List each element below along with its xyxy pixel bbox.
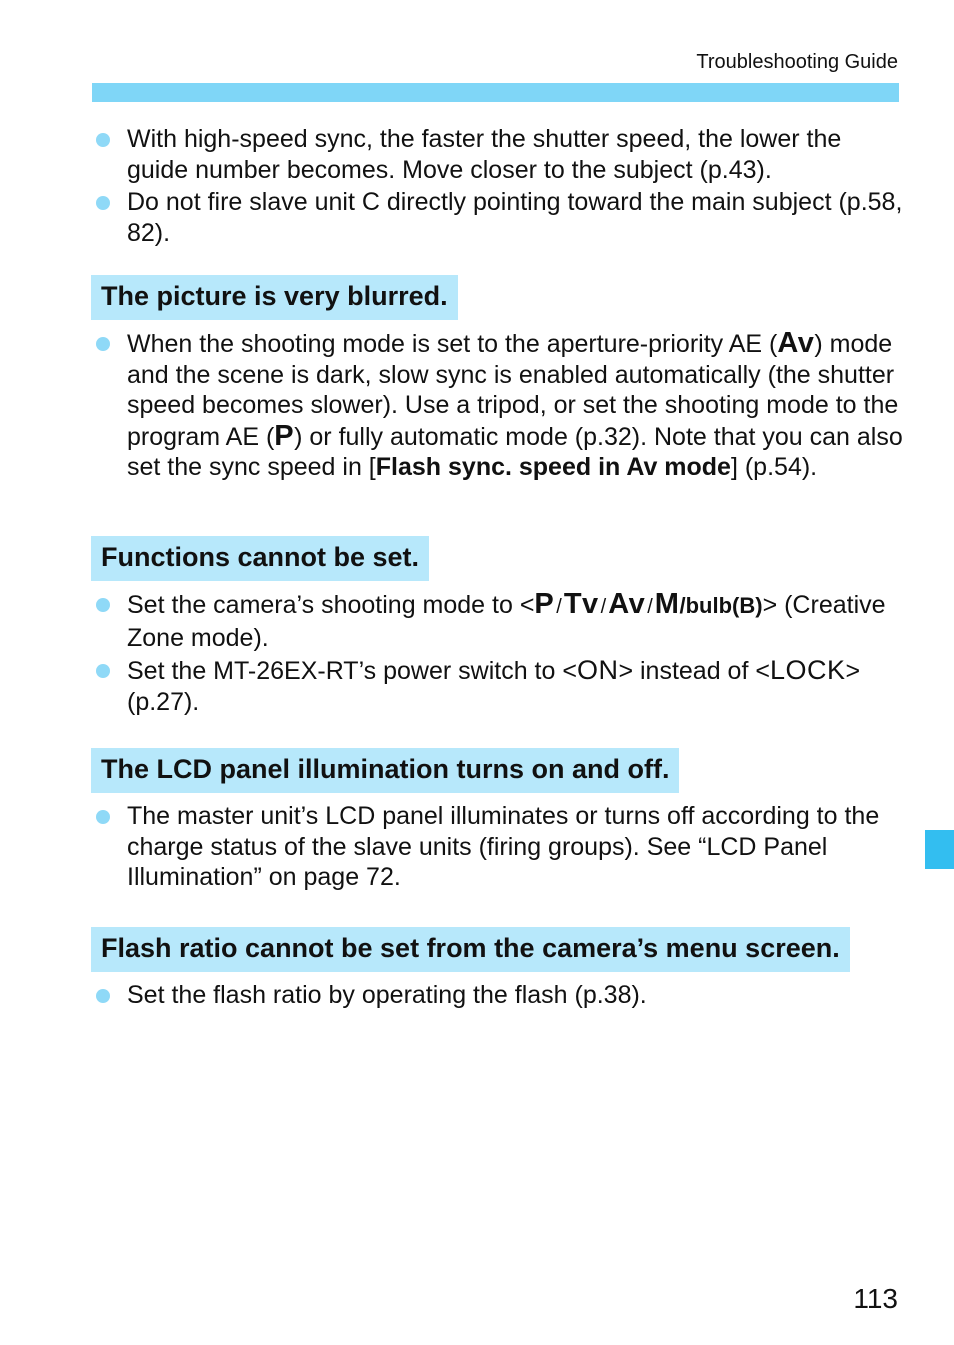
list-item — [92, 980, 904, 1011]
list-item — [92, 801, 904, 893]
list-item — [92, 655, 904, 717]
functions-list — [92, 589, 904, 719]
menu-item-reference: Flash sync. speed in Av mode — [375, 453, 731, 481]
item-text: With high-speed sync, the faster the shutter speed, the lower the guide number becomes. Move closer to the subject (p.43). — [127, 125, 842, 184]
bullet-dot-icon — [96, 810, 110, 824]
text-run: ) mode and the scene is dark, slow sync is enabled automatically (the shutter speed becomes slower). Use a tripod, or set the shooting mode to the program AE ( — [127, 330, 899, 451]
intro-list — [92, 124, 904, 250]
separator: / — [647, 596, 653, 618]
item-text: Do not fire slave unit C directly pointing toward the main subject (p.58, 82). — [127, 188, 903, 247]
text-run: Set the MT-26EX-RT’s power switch to < — [127, 657, 577, 685]
text-run: ] (p.54). — [730, 453, 818, 481]
list-item — [92, 124, 904, 185]
text-run: When the shooting mode is set to the aperture-priority AE ( — [127, 330, 778, 358]
p-mode-icon: P — [274, 419, 295, 452]
item-text: The master unit’s LCD panel illuminates or turns off according to the charge status of the slave units (firing groups). See “LCD Panel Illumination” on page 72. — [127, 802, 880, 891]
bullet-dot-icon — [96, 196, 110, 210]
separator: / — [600, 596, 607, 618]
bullet-dot-icon — [96, 598, 110, 612]
section-heading-functions: Functions cannot be set. — [91, 536, 429, 581]
bullet-dot-icon — [96, 664, 110, 678]
bulb-mode-label: /bulb(B) — [679, 593, 763, 618]
section-heading-ratio: Flash ratio cannot be set from the camera’s menu screen. — [91, 927, 850, 972]
section-heading-lcd: The LCD panel illumination turns on and off. — [91, 748, 679, 793]
tv-mode-icon: Tv — [563, 588, 599, 620]
av-mode-icon: Av — [777, 327, 815, 359]
lock-switch-icon: LOCK — [769, 655, 846, 685]
text-run: ) or fully automatic mode (p.32). Note that you can also set the sync speed in [ — [127, 422, 903, 481]
text-run: Set the camera’s shooting mode to < — [127, 591, 535, 619]
page-number: 113 — [853, 1283, 898, 1314]
header-color-bar — [92, 83, 899, 102]
item-text: Set the flash ratio by operating the flash (p.38). — [127, 981, 647, 1009]
on-switch-icon: ON — [576, 655, 619, 685]
av-mode-icon: Av — [608, 588, 646, 620]
bullet-dot-icon — [96, 337, 110, 351]
section-heading-blurred: The picture is very blurred. — [91, 275, 458, 320]
list-item — [92, 328, 904, 483]
p-mode-icon: P — [534, 588, 555, 620]
list-item — [92, 187, 904, 248]
bullet-dot-icon — [96, 133, 110, 147]
m-mode-icon: M — [654, 588, 680, 620]
blurred-list — [92, 328, 904, 485]
text-run: > instead of < — [618, 657, 770, 685]
separator: / — [556, 596, 562, 618]
text-run: > (p.27). — [127, 657, 861, 716]
text-run: > (Creative Zone mode). — [127, 591, 886, 652]
ratio-list — [92, 980, 904, 1013]
running-head: Troubleshooting Guide — [696, 51, 898, 73]
bullet-dot-icon — [96, 989, 110, 1003]
chapter-tab-marker — [925, 830, 954, 869]
lcd-list — [92, 801, 904, 895]
list-item — [92, 589, 904, 653]
